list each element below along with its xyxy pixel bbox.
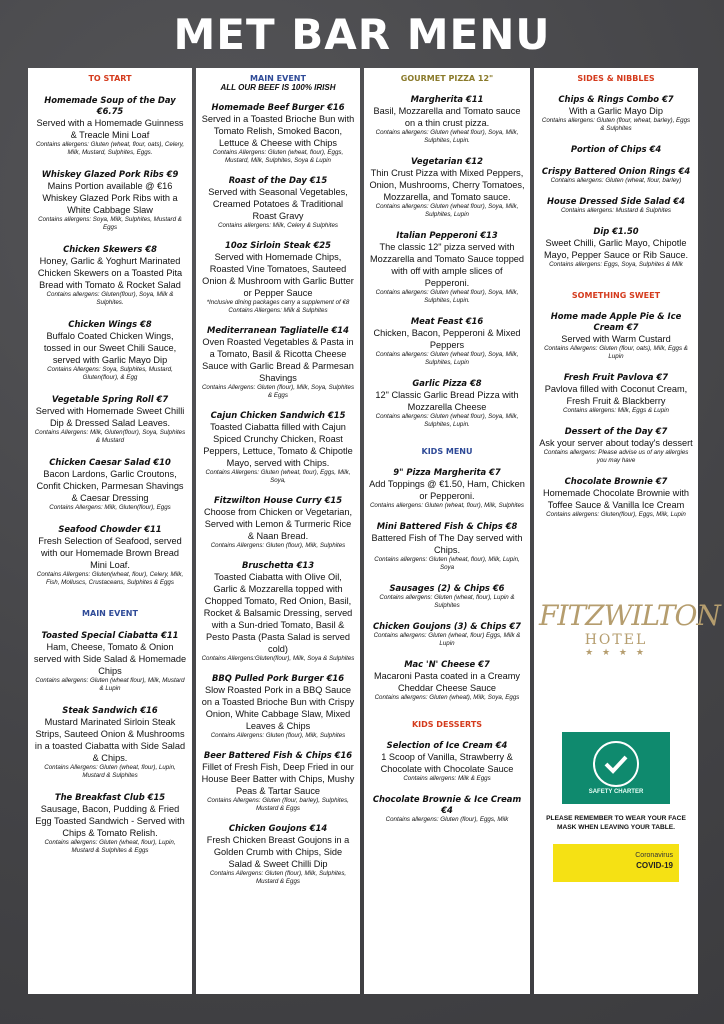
item-allergens: Contains allergens: Gluten (wheat flour), Milk, Mustard & Lupin bbox=[35, 677, 185, 692]
item-allergens: Contains allergens: Gluten (wheat, flour, oats), Celery, Milk, Mustard, Sulphites, Eggs. bbox=[35, 141, 185, 156]
item-allergens: Contains allergens: Gluten (flour), Eggs, Milk bbox=[385, 816, 509, 823]
menu-item bbox=[201, 560, 355, 663]
item-allergens: Contains allergens: Gluten (wheat flour), Soya, Milk, Sulphites, Lupin bbox=[375, 351, 519, 366]
item-name: Margherita €11 bbox=[410, 94, 484, 104]
menu-item bbox=[369, 659, 525, 702]
menu-item bbox=[539, 372, 693, 415]
item-name: Whiskey Glazed Pork Ribs €9 bbox=[41, 169, 179, 179]
item-note: *Inclusive dining packages carry a supplement of €8 bbox=[206, 299, 350, 306]
item-allergens: Contains allergens: Mustard & Sulphites bbox=[560, 207, 672, 214]
safety-charter-label: SAFETY CHARTER bbox=[588, 789, 644, 795]
item-allergens: Contains allergens: Gluten (wheat flour), Soya, Milk, Sulphites, Lupin. bbox=[375, 289, 519, 304]
item-description: Pavlova filled with Coconut Cream, Fresh Fruit & Blackberry bbox=[544, 384, 688, 406]
item-description: Thin Crust Pizza with Mixed Peppers, Onion, Mushrooms, Cherry Tomatoes, Mozzarella, and Tomato sauce. bbox=[369, 168, 525, 202]
menu-title: MET BAR MENU bbox=[173, 10, 551, 59]
item-name: Chicken Goujons (3) & Chips €7 bbox=[373, 621, 521, 631]
item-name: Fitzwilton House Curry €15 bbox=[213, 495, 343, 505]
menu-item bbox=[201, 410, 355, 485]
menu-item bbox=[201, 175, 355, 230]
item-description: Fresh Chicken Breast Goujons in a Golden Crumb with Chips, Side Salad & Sweet Chilli Dip bbox=[206, 835, 350, 869]
menu-item bbox=[539, 476, 693, 519]
menu-item bbox=[33, 457, 187, 512]
item-description: Choose from Chicken or Vegetarian, Served with Lemon & Turmeric Rice & Naan Bread. bbox=[203, 507, 353, 541]
item-name: Selection of Ice Cream €4 bbox=[386, 740, 508, 750]
item-description: Served with Homemade Chips, Roasted Vine Tomatoes, Sauteed Onion & Mushroom with Garlic Butter or Pepper Sauce bbox=[202, 252, 354, 298]
item-description: Sweet Chilli, Garlic Mayo, Chipotle Mayo, Pepper Sauce or Rib Sauce. bbox=[543, 238, 689, 260]
item-allergens: Contains Allergens: Gluten (flour, oats), Milk, Eggs & Lupin bbox=[544, 345, 688, 360]
menu-item bbox=[33, 169, 187, 232]
menu-item bbox=[539, 226, 693, 269]
section-heading-main-event: MAIN EVENT bbox=[82, 609, 138, 618]
item-name: Fresh Fruit Pavlova €7 bbox=[563, 372, 669, 382]
section-heading-sides: SIDES & NIBBLES bbox=[577, 74, 655, 83]
item-allergens: Contains allergens: Please advise us of any allergies you may have bbox=[543, 449, 689, 464]
hotel-logo bbox=[539, 599, 720, 658]
menu-item bbox=[369, 94, 525, 145]
menu-item bbox=[33, 792, 187, 855]
menu-item bbox=[201, 325, 355, 400]
covid-banner bbox=[553, 844, 679, 882]
mask-reminder: PLEASE REMEMBER TO WEAR YOUR FACE MASK WHEN LEAVING YOUR TABLE. bbox=[546, 815, 686, 831]
menu-item bbox=[539, 196, 693, 215]
logo-subtitle: HOTEL bbox=[584, 632, 648, 648]
item-name: The Breakfast Club €15 bbox=[54, 792, 166, 802]
item-allergens: Contains Allergens: Gluten(wheat, flour), Celery, Milk, Fish, Molluscs, Crustaceans, Sulphites & Eggs bbox=[36, 571, 184, 586]
item-name: Dip €1.50 bbox=[593, 226, 639, 236]
item-name: Chicken Wings €8 bbox=[68, 319, 152, 329]
item-description: Sausage, Bacon, Pudding & Fried Egg Toasted Sandwich - Served with Chips & Tomato Relish. bbox=[35, 804, 185, 838]
item-description: Homemade Chocolate Brownie with Toffee Sauce & Vanilla Ice Cream bbox=[542, 488, 690, 510]
item-description: Served with Homemade Sweet Chilli Dip & Dressed Salad Leaves. bbox=[35, 406, 185, 428]
item-description: Bacon Lardons, Garlic Croutons, Confit Chicken, Parmesan Shavings & Caesar Dressing bbox=[36, 469, 184, 503]
menu-item bbox=[201, 495, 355, 550]
item-allergens: Contains allergens: Soya, Milk, Sulphites, Mustard & Eggs bbox=[38, 216, 182, 231]
item-description: Served in a Toasted Brioche Bun with Tomato Relish, Smoked Bacon, Lettuce & Cheese with Chips bbox=[201, 114, 355, 148]
menu-item bbox=[33, 95, 187, 157]
item-allergens: Contains Allergens: Gluten (flour), Milk, Sulphites, Mustard & Eggs bbox=[209, 870, 347, 885]
menu-item bbox=[369, 583, 525, 610]
menu-item bbox=[539, 426, 693, 465]
item-description: Battered Fish of The Day served with Chips. bbox=[371, 533, 523, 555]
covid-label-line2: COVID-19 bbox=[636, 861, 673, 870]
item-name: Chips & Rings Combo €7 bbox=[558, 94, 674, 104]
item-allergens: Contains Allergens: Gluten (flour, barley), Sulphites, Mustard & Eggs bbox=[207, 797, 349, 812]
item-description: Fresh Selection of Seafood, served with our Homemade Brown Bread Mini Loaf. bbox=[38, 536, 182, 570]
item-allergens: Contains allergens: Eggs, Soya, Sulphites & Milk bbox=[549, 261, 683, 268]
item-name: BBQ Pulled Pork Burger €16 bbox=[211, 673, 345, 683]
item-allergens: Contains Allergens: Gluten (flour), Milk, Sulphites bbox=[210, 732, 346, 739]
item-allergens: Contains allergens: Gluten (wheat flour), Soya, Milk, Sulphites, Lupin. bbox=[375, 413, 519, 428]
item-description: Ask your server about today's dessert bbox=[539, 438, 693, 448]
item-name: Steak Sandwich €16 bbox=[62, 705, 158, 715]
item-allergens: Contains allergens: Gluten(flour), Soya, Milk & Sulphites. bbox=[46, 291, 174, 306]
section-heading-pizza: GOURMET PIZZA 12" bbox=[400, 74, 494, 83]
menu-item bbox=[539, 166, 693, 185]
item-description: Basil, Mozzarella and Tomato sauce on a thin crust pizza. bbox=[373, 106, 521, 128]
item-name: Chocolate Brownie & Ice Cream €4 bbox=[372, 794, 522, 815]
menu-item bbox=[369, 521, 525, 572]
item-description: Served with a Homemade Guinness & Treacle Mini Loaf bbox=[36, 118, 184, 140]
menu-item bbox=[33, 394, 187, 445]
item-allergens: Contains allergens: Gluten (wheat, flour, barley) bbox=[550, 177, 682, 184]
item-name: Crispy Battered Onion Rings €4 bbox=[541, 166, 691, 176]
section-heading-sweet: SOMETHING SWEET bbox=[571, 291, 661, 300]
item-name: Seafood Chowder €11 bbox=[58, 524, 162, 534]
items-kids-desserts bbox=[369, 740, 525, 824]
menu-item bbox=[201, 673, 355, 740]
item-name: 10oz Sirloin Steak €25 bbox=[225, 240, 331, 250]
menu-item bbox=[369, 621, 525, 648]
menu-item bbox=[33, 524, 187, 587]
item-name: Chicken Skewers €8 bbox=[63, 244, 157, 254]
item-allergens: Contains allergens: Gluten(flour), Eggs, Milk, Lupin bbox=[546, 511, 686, 518]
item-description: Fillet of Fresh Fish, Deep Fried in our House Beer Batter with Chips, Mushy Peas & Tartar Sauce bbox=[201, 762, 355, 796]
item-description: Served with Seasonal Vegetables, Creamed Potatoes & Traditional Roast Gravy bbox=[208, 187, 348, 221]
item-name: Dessert of the Day €7 bbox=[564, 426, 668, 436]
menu-item bbox=[539, 311, 693, 361]
item-name: Homemade Soup of the Day €6.75 bbox=[44, 95, 176, 116]
item-description: Served with Warm Custard bbox=[561, 334, 671, 344]
item-allergens: Contains allergens: Milk, Celery & Sulphites bbox=[217, 222, 339, 229]
item-description: Mains Portion available @ €16 Whiskey Glazed Pork Ribs with a White Cabbage Slaw bbox=[42, 181, 178, 215]
item-name: Bruschetta €13 bbox=[241, 560, 315, 570]
item-name: Italian Pepperoni €13 bbox=[396, 230, 498, 240]
section-heading-kids-menu: KIDS MENU bbox=[421, 447, 473, 456]
item-description: Mustard Marinated Sirloin Steak Strips, Sauteed Onion & Mushrooms in a toasted Ciabatta with Side Salad & Chips. bbox=[34, 717, 186, 763]
item-name: Chocolate Brownie €7 bbox=[564, 476, 668, 486]
section-heading-kids-desserts: KIDS DESSERTS bbox=[411, 720, 483, 729]
item-allergens: Contains Allergens: Milk, Gluten(flour), Soya, Sulphites & Mustard bbox=[34, 429, 186, 444]
item-allergens: Contains Allergens: Gluten (wheat, flour), Eggs, Mustard, Milk, Sulphites, Soya & Lupin bbox=[212, 149, 344, 164]
menu-item bbox=[201, 240, 355, 315]
item-allergens: Contains Allergens: Soya, Sulphites, Mustard, Gluten(flour), & Egg bbox=[47, 366, 173, 381]
item-name: Meat Feast €16 bbox=[410, 316, 484, 326]
item-description: Toasted Ciabatta filled with Cajun Spiced Crunchy Chicken, Roast Peppers, Lettuce, Tomato & Chipotle Mayo, served with Chips. bbox=[203, 422, 353, 468]
item-name: Beer Battered Fish & Chips €16 bbox=[203, 750, 353, 760]
items-to-start bbox=[33, 95, 187, 587]
item-name: Mac 'N' Cheese €7 bbox=[404, 659, 490, 669]
item-description: Macaroni Pasta coated in a Creamy Cheddar Cheese Sauce bbox=[373, 671, 521, 693]
item-description: 1 Scoop of Vanilla, Strawberry & Chocolate with Chocolate Sauce bbox=[380, 752, 514, 774]
logo-wordmark: FITZWILTON bbox=[539, 599, 720, 632]
section-heading-main-event: MAIN EVENT bbox=[250, 74, 306, 83]
item-description: Toasted Ciabatta with Olive Oil, Garlic & Mozzarella topped with Chopped Tomato, Red Onion, Basil, Rocket & Balsamic Dressing, served with a Sun-dried Tomato, Basil & Pesto Pasta (Pasta Salad is served cold) bbox=[203, 572, 353, 654]
item-name: Home made Apple Pie & Ice Cream €7 bbox=[550, 311, 682, 332]
item-description: Honey, Garlic & Yoghurt Marinated Chicken Skewers on a Toasted Pita Bread with Tomato & Rocket Salad bbox=[37, 256, 183, 290]
item-description: Slow Roasted Pork in a BBQ Sauce on a Toasted Brioche Bun with Crispy Onion, White Cabbage Slaw, Mixed Leaves & Chips bbox=[201, 685, 355, 731]
item-name: Toasted Special Ciabatta €11 bbox=[41, 630, 179, 640]
item-allergens: Contains allergens: Gluten (wheat, flour), Milk, Sulphites bbox=[369, 502, 525, 509]
column-pizza-kids bbox=[364, 68, 530, 994]
items-sweet bbox=[539, 311, 693, 519]
menu-item bbox=[33, 319, 187, 382]
items-main-event bbox=[33, 630, 187, 855]
menu-item bbox=[539, 94, 693, 133]
column-main-event bbox=[196, 68, 360, 994]
item-name: 9" Pizza Margherita €7 bbox=[393, 467, 501, 477]
menu-item bbox=[369, 740, 525, 783]
item-allergens: Contains allergens: Milk, Eggs & Lupin bbox=[563, 407, 669, 414]
menu-item bbox=[201, 750, 355, 813]
menu-item bbox=[369, 230, 525, 305]
item-description: With a Garlic Mayo Dip bbox=[569, 106, 663, 116]
item-name: Garlic Pizza €8 bbox=[412, 378, 482, 388]
menu-item bbox=[33, 244, 187, 307]
item-allergens: Contains allergens: Gluten (wheat, flour) Eggs, Milk & Lupin bbox=[373, 632, 521, 647]
checkmark-icon bbox=[593, 741, 639, 787]
item-name: Portion of Chips €4 bbox=[570, 144, 662, 154]
item-allergens: Contains Allergens: Gluten (wheat, flour), Eggs, Milk, Soya, bbox=[205, 469, 351, 484]
column-sides-sweet bbox=[534, 68, 720, 994]
section-heading-to-start: TO START bbox=[88, 74, 132, 83]
item-name: Vegetarian €12 bbox=[411, 156, 483, 166]
item-name: Roast of the Day €15 bbox=[228, 175, 328, 185]
item-allergens: Contains allergens: Gluten (wheat flour), Soya, Milk, Sulphites, Lupin. bbox=[375, 129, 519, 144]
covid-label-line1: Coronavirus bbox=[635, 852, 673, 859]
item-description: Chicken, Bacon, Pepperoni & Mixed Peppers bbox=[373, 328, 521, 350]
beef-note: ALL OUR BEEF IS 100% IRISH bbox=[220, 83, 336, 92]
item-allergens: Contains allergens: Gluten (wheat), Milk, Soya, Eggs bbox=[374, 694, 520, 701]
items-kids bbox=[369, 467, 525, 702]
item-name: House Dressed Side Salad €4 bbox=[547, 196, 685, 206]
menu-item bbox=[539, 144, 693, 155]
item-description: 12" Classic Garlic Bread Pizza with Mozzarella Cheese bbox=[375, 390, 519, 412]
menu-item bbox=[201, 823, 355, 886]
item-allergens: Contains Allergens: Gluten (flour), Milk, Sulphites bbox=[210, 542, 346, 549]
item-name: Chicken Goujons €14 bbox=[228, 823, 328, 833]
item-allergens: Contains Allergens:Gluten(flour), Milk, Soya & Sulphites bbox=[201, 655, 355, 662]
item-allergens: Contains allergens: Gluten (wheat, flour), Lupin & Sulphites bbox=[379, 594, 515, 609]
item-name: Vegetable Spring Roll €7 bbox=[51, 394, 169, 404]
item-name: Homemade Beef Burger €16 bbox=[211, 102, 345, 112]
menu-item bbox=[33, 630, 187, 693]
items-pizza bbox=[369, 94, 525, 429]
item-allergens: Contains Allergens: Milk, Gluten(flour), Eggs bbox=[49, 504, 171, 511]
item-name: Mediterranean Tagliatelle €14 bbox=[207, 325, 349, 335]
menu-item bbox=[369, 794, 525, 824]
item-name: Sausages (2) & Chips €6 bbox=[389, 583, 505, 593]
menu-item bbox=[201, 102, 355, 165]
menu-item bbox=[369, 156, 525, 219]
items-sides bbox=[539, 94, 693, 269]
item-description: Buffalo Coated Chicken Wings, tossed in our Sweet Chili Sauce, served with Garlic Mayo Dip bbox=[43, 331, 177, 365]
items-main-event bbox=[201, 102, 355, 886]
menu-item bbox=[369, 316, 525, 367]
item-name: Chicken Caesar Salad €10 bbox=[49, 457, 171, 467]
safety-charter-badge bbox=[562, 732, 670, 804]
item-allergens: Contains allergens: Gluten (flour, wheat, barley), Eggs & Sulphites bbox=[541, 117, 691, 132]
item-allergens: Contains Allergens: Gluten (flour), Milk, Soya, Sulphites & Eggs bbox=[201, 384, 355, 399]
column-starters bbox=[28, 68, 192, 994]
item-name: Mini Battered Fish & Chips €8 bbox=[376, 521, 518, 531]
item-description: The classic 12" pizza served with Mozzarella and Tomato Sauce topped with off with ample slices of Pepperoni. bbox=[369, 242, 525, 288]
item-allergens: Contains allergens: Gluten (wheat, flour), Lupin, Mustard & Sulphites & Eggs bbox=[44, 839, 176, 854]
menu-item bbox=[369, 467, 525, 510]
item-allergens: Contains Allergens: Gluten (wheat, flour), Lupin, Mustard & Sulphites bbox=[44, 764, 176, 779]
item-allergens: Contains Allergens: Milk & Sulphites bbox=[228, 307, 328, 314]
item-allergens: Contains allergens: Gluten (wheat, flour), Milk, Lupin, Soya bbox=[374, 556, 520, 571]
item-description: Add Toppings @ €1.50, Ham, Chicken or Pepperoni. bbox=[369, 479, 525, 501]
menu-item bbox=[33, 705, 187, 780]
item-allergens: Contains allergens: Milk & Eggs bbox=[403, 775, 491, 782]
item-description: Ham, Cheese, Tomato & Onion served with Side Salad & Homemade Chips bbox=[33, 642, 187, 676]
item-allergens: Contains allergens: Gluten (wheat flour), Soya, Milk, Sulphites, Lupin bbox=[375, 203, 519, 218]
star-icons: ★ ★ ★ ★ bbox=[585, 648, 647, 658]
item-description: Oven Roasted Vegetables & Pasta in a Tomato, Basil & Ricotta Cheese Sauce with Garlic Bread & Parmesan Shavings bbox=[202, 337, 354, 383]
item-name: Cajun Chicken Sandwich €15 bbox=[210, 410, 346, 420]
menu-item bbox=[369, 378, 525, 429]
